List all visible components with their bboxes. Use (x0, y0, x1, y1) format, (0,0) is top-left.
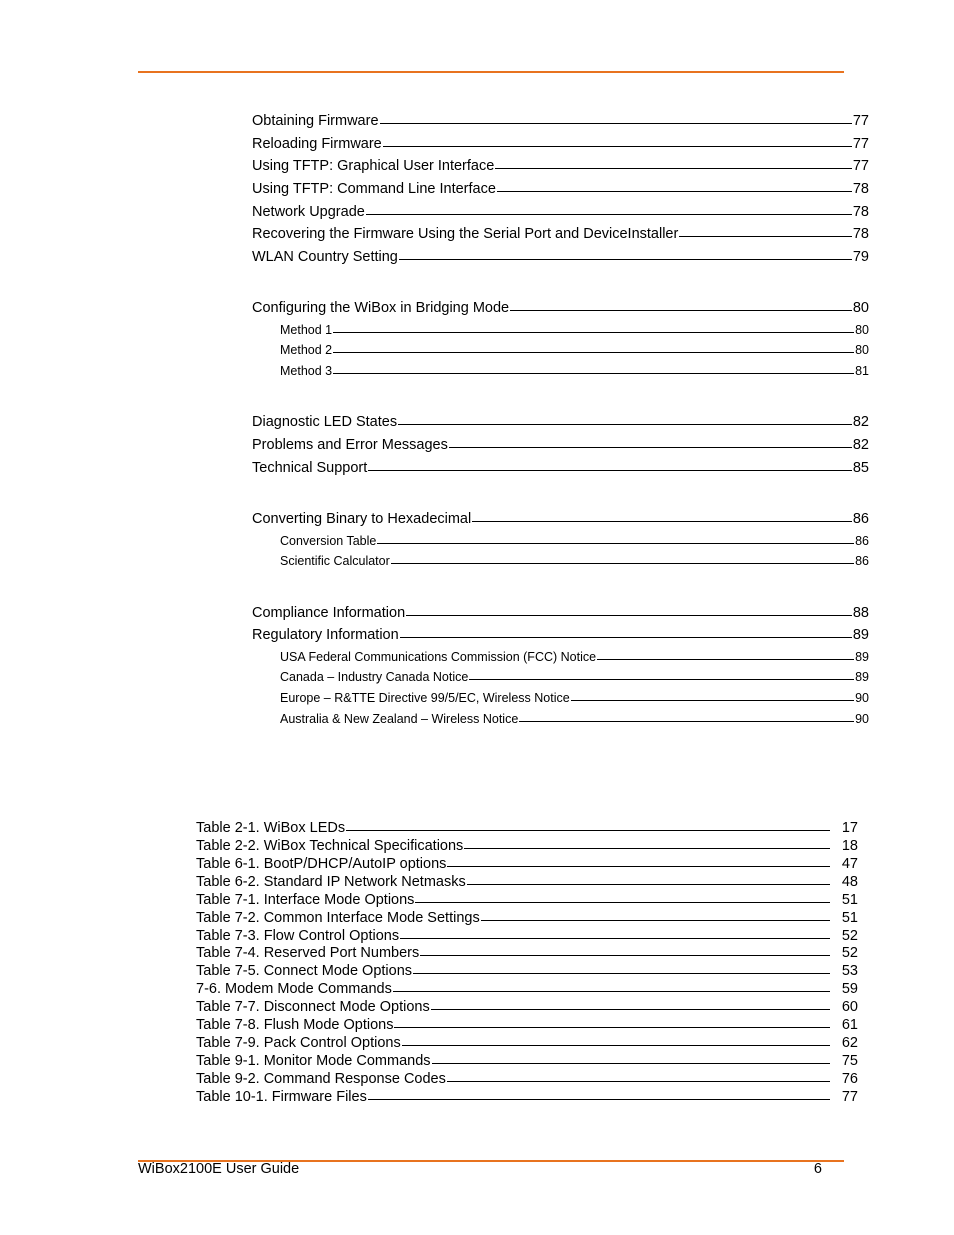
table-entry-page: 51 (841, 910, 858, 926)
toc-entry[interactable] (252, 135, 869, 153)
toc-entry-title: Conversion Table (280, 534, 377, 548)
dot-leader (449, 447, 852, 448)
footer-page-number: 6 (813, 1161, 822, 1177)
toc-subentry[interactable] (280, 649, 869, 665)
toc-entry[interactable] (252, 510, 869, 528)
table-entry-page: 48 (841, 874, 858, 890)
table-entry-title: Table 9-2. Command Response Codes (196, 1071, 446, 1087)
dot-leader (406, 615, 852, 616)
table-list-entry[interactable] (196, 837, 858, 855)
toc-entry-page: 89 (855, 650, 869, 664)
toc-entry-page: 78 (852, 204, 869, 220)
toc-entry-page: 82 (852, 414, 869, 430)
toc-entry-title: Using TFTP: Graphical User Interface (252, 158, 495, 174)
toc-entry-title: Method 2 (280, 343, 333, 357)
dot-leader (399, 259, 852, 260)
dot-leader (391, 563, 854, 564)
dot-leader (333, 373, 854, 374)
toc-entry-title: Method 1 (280, 323, 333, 337)
dot-leader (402, 1045, 830, 1046)
toc-entry[interactable] (252, 299, 869, 317)
dot-leader (368, 1099, 830, 1100)
table-entry-page: 60 (841, 999, 858, 1015)
table-entry-title: 7-6. Modem Mode Commands (196, 981, 392, 997)
toc-entry[interactable] (252, 459, 869, 477)
toc-entry-page: 89 (852, 627, 869, 643)
header-rule (138, 71, 844, 73)
toc-entry-page: 89 (855, 670, 869, 684)
dot-leader (368, 470, 852, 471)
table-list-entry[interactable] (196, 944, 858, 962)
toc-entry[interactable] (252, 436, 869, 454)
toc-entry[interactable] (252, 626, 869, 644)
toc-entry-page: 82 (852, 437, 869, 453)
table-list-entry[interactable] (196, 819, 858, 837)
dot-leader (431, 1009, 830, 1010)
table-entry-title: Table 7-5. Connect Mode Options (196, 963, 413, 979)
table-list-entry[interactable] (196, 998, 858, 1016)
dot-leader (366, 214, 852, 215)
toc-entry-page: 80 (855, 323, 869, 337)
dot-leader (519, 721, 854, 722)
dot-leader (383, 146, 852, 147)
table-list-entry[interactable] (196, 891, 858, 909)
toc-entry-title: Recovering the Firmware Using the Serial Port and DeviceInstaller (252, 226, 679, 242)
table-entry-page: 17 (841, 820, 858, 836)
toc-entry-title: Canada – Industry Canada Notice (280, 670, 469, 684)
toc-entry[interactable] (252, 157, 869, 175)
table-entry-page: 47 (841, 856, 858, 872)
table-list-entry[interactable] (196, 1088, 858, 1106)
table-list-entry[interactable] (196, 927, 858, 945)
table-entry-title: Table 7-4. Reserved Port Numbers (196, 945, 420, 961)
dot-leader (393, 991, 830, 992)
dot-leader (597, 659, 854, 660)
table-entry-page: 62 (841, 1035, 858, 1051)
toc-entry-page: 88 (852, 605, 869, 621)
toc-entry-title: Scientific Calculator (280, 554, 390, 568)
toc-entry[interactable] (252, 413, 869, 431)
table-list-entry[interactable] (196, 909, 858, 927)
dot-leader (394, 1027, 830, 1028)
toc-entry-page: 78 (852, 181, 869, 197)
toc-entry-title: USA Federal Communications Commission (FCC) Notice (280, 650, 597, 664)
table-entry-page: 18 (841, 838, 858, 854)
table-entry-page: 59 (841, 981, 858, 997)
table-list-entry[interactable] (196, 1070, 858, 1088)
toc-entry-page: 86 (855, 534, 869, 548)
dot-leader (495, 168, 852, 169)
toc-subentry[interactable] (280, 711, 869, 727)
table-entry-title: Table 7-1. Interface Mode Options (196, 892, 415, 908)
table-entry-page: 51 (841, 892, 858, 908)
toc-entry-page: 77 (852, 113, 869, 129)
toc-subentry[interactable] (280, 342, 869, 358)
toc-entry-page: 90 (855, 712, 869, 726)
toc-subentry[interactable] (280, 363, 869, 379)
toc-entry[interactable] (252, 225, 869, 243)
dot-leader (400, 938, 830, 939)
toc-entry-title: Reloading Firmware (252, 136, 382, 152)
table-entry-page: 53 (841, 963, 858, 979)
footer-doc-title: WiBox2100E User Guide (138, 1161, 300, 1177)
toc-entry-page: 78 (852, 226, 869, 242)
table-entry-title: Table 7-2. Common Interface Mode Settings (196, 910, 480, 926)
dot-leader (413, 973, 830, 974)
dot-leader (377, 543, 854, 544)
table-entry-title: Table 2-1. WiBox LEDs (196, 820, 346, 836)
toc-entry-title: Problems and Error Messages (252, 437, 448, 453)
toc-subentry[interactable] (280, 553, 869, 569)
dot-leader (346, 830, 830, 831)
toc-entry-title: Converting Binary to Hexadecimal (252, 511, 472, 527)
table-entry-page: 52 (841, 945, 858, 961)
dot-leader (420, 955, 830, 956)
dot-leader (679, 236, 852, 237)
table-entry-title: Table 6-2. Standard IP Network Netmasks (196, 874, 466, 890)
table-list-entry[interactable] (196, 873, 858, 891)
table-entry-page: 61 (841, 1017, 858, 1033)
table-entry-page: 76 (841, 1071, 858, 1087)
toc-entry-page: 77 (852, 158, 869, 174)
toc-entry-page: 77 (852, 136, 869, 152)
dot-leader (469, 679, 854, 680)
toc-entry[interactable] (252, 604, 869, 622)
dot-leader (447, 1081, 830, 1082)
toc-entry-title: Network Upgrade (252, 204, 365, 220)
toc-entry[interactable] (252, 112, 869, 130)
table-list-entry[interactable] (196, 1016, 858, 1034)
toc-entry[interactable] (252, 203, 869, 221)
table-entry-title: Table 10-1. Firmware Files (196, 1089, 367, 1105)
toc-entry-title: Compliance Information (252, 605, 406, 621)
toc-entry-page: 85 (852, 460, 869, 476)
dot-leader (472, 521, 852, 522)
dot-leader (571, 700, 854, 701)
toc-subentry[interactable] (280, 690, 869, 706)
toc-entry-title: Diagnostic LED States (252, 414, 398, 430)
toc-entry-title: Europe – R&TTE Directive 99/5/EC, Wireless Notice (280, 691, 570, 705)
toc-subentry[interactable] (280, 533, 869, 549)
dot-leader (415, 902, 830, 903)
toc-entry-title: WLAN Country Setting (252, 249, 398, 265)
dot-leader (400, 637, 852, 638)
toc-entry-title: Method 3 (280, 364, 333, 378)
toc-entry-title: Using TFTP: Command Line Interface (252, 181, 496, 197)
toc-entry-page: 86 (855, 554, 869, 568)
toc-entry-page: 86 (852, 511, 869, 527)
dot-leader (432, 1063, 830, 1064)
table-entry-title: Table 2-2. WiBox Technical Specifications (196, 838, 464, 854)
toc-entry-title: Australia & New Zealand – Wireless Notice (280, 712, 519, 726)
toc-subentry[interactable] (280, 322, 869, 338)
table-entry-title: Table 7-9. Pack Control Options (196, 1035, 401, 1051)
toc-entry-title: Regulatory Information (252, 627, 399, 643)
toc-entry[interactable] (252, 180, 869, 198)
toc-entry-title: Obtaining Firmware (252, 113, 379, 129)
dot-leader (333, 332, 854, 333)
dot-leader (481, 920, 830, 921)
dot-leader (447, 866, 830, 867)
table-list-entry[interactable] (196, 855, 858, 873)
table-entry-title: Table 9-1. Monitor Mode Commands (196, 1053, 431, 1069)
table-entry-title: Table 7-3. Flow Control Options (196, 928, 400, 944)
table-list-entry[interactable] (196, 980, 858, 998)
toc-entry-page: 90 (855, 691, 869, 705)
dot-leader (497, 191, 852, 192)
toc-entry-page: 81 (855, 364, 869, 378)
table-entry-page: 77 (841, 1089, 858, 1105)
dot-leader (380, 123, 852, 124)
dot-leader (398, 424, 852, 425)
toc-entry-title: Technical Support (252, 460, 368, 476)
toc-entry-page: 80 (852, 300, 869, 316)
dot-leader (510, 310, 852, 311)
table-entry-title: Table 7-7. Disconnect Mode Options (196, 999, 430, 1015)
dot-leader (464, 848, 830, 849)
table-entry-title: Table 6-1. BootP/DHCP/AutoIP options (196, 856, 447, 872)
toc-entry-title: Configuring the WiBox in Bridging Mode (252, 300, 510, 316)
dot-leader (467, 884, 830, 885)
toc-entry[interactable] (252, 248, 869, 266)
table-list-entry[interactable] (196, 1034, 858, 1052)
toc-subentry[interactable] (280, 669, 869, 685)
table-entry-title: Table 7-8. Flush Mode Options (196, 1017, 394, 1033)
dot-leader (333, 352, 854, 353)
toc-entry-page: 80 (855, 343, 869, 357)
table-entry-page: 52 (841, 928, 858, 944)
table-list-entry[interactable] (196, 962, 858, 980)
toc-entry-page: 79 (852, 249, 869, 265)
table-entry-page: 75 (841, 1053, 858, 1069)
table-list-entry[interactable] (196, 1052, 858, 1070)
